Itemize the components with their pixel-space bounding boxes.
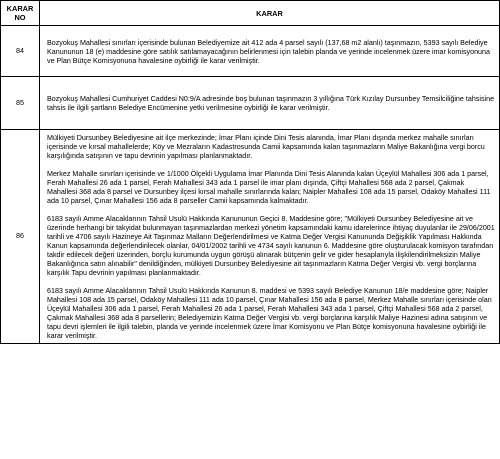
table-row [1,130,500,344]
karar-paragraph: Bozyokuş Mahallesi Cumhuriyet Caddesi N0:9/A adresinde boş bulunan taşınmazın 3 yıllığına Türk Kızılay Dursunbey Temsilciliğine tahsisine tahsis ile ilgili şartların Belediye Encümenine yetki verilmesine oybirliği ile karar verilmiştir. [47,95,495,112]
table-row [1,77,500,130]
karar-paragraph: Mülkiyeti Dursunbey Belediyesine ait ilçe merkezinde; İmar Planı içinde Dini Tesis alanında, İmar Planı dışında merkez mahalle sınırları içerisinde ve kırsal mahallelerde; Köy ve Mezraların Kadastrosunda Camii kapsamında kalan taşınmazların Maliye Bakanlığına vergi borcu karşılığında satışının ve tapu devrinin yapılması planlanmaktadır. [47,134,485,160]
karar-paragraph: 6183 sayılı Amme Alacaklarının Tahsil Usulü Hakkında Kanunun 8. maddesi ve 5393 sayılı Belediye Kanunun 18/e maddesine göre; Naipler Mahallesi 108 ada 15 parsel, Odaköy Mahallesi 111 ada 10 parsel, Çınar Mahallesi 156 ada 8 parsel, Merkez Mahalle sınırları içerisinde olan Üçeylül Mahallesi 306 ada 1 parsel, Ferah Mahallesi 26 ada 1 parsel, Ferah Mahallesi 343 ada 1 parsel, Çiftçi Mahallesi 568 ada 2 parsel, Çakmak Mahallesi 368 ada 8 parsellerin; Belediyemizin Katma Değer Vergisi vb. vergi borçlarına karşılık Maliye Hazinesi adına satışının ve tapu devri işlemleri ile ilgili talebin, planda ve yerinde incelenmek üzere İmar Komisyonu ve Plan Bütçe komisyonuna havalesine oybirliği ile karar verilmiştir. [47,287,492,340]
karar-no-cell: 84 [1,26,40,77]
karar-paragraph: Bozyokuş Mahallesi sınırları içerisinde bulunan Belediyemize ait 412 ada 4 parsel sayılı (137,68 m2 alanlı) taşınmazın, 5393 sayılı Belediye Kanununun 18 (e) maddesine göre satılık satılamayacağının belirlenmesi için talebin planda ve yerinde incelenmek üzere imar komisyonuna ve Plan Bütçe Komisyonuna havalesine oybirliği ile karar verilmiştir. [47,38,490,65]
header-karar-no: KARAR NO [1,1,40,26]
table-header-row [1,1,500,26]
karar-text-cell [40,26,500,77]
karar-text-cell [40,130,500,344]
karar-paragraph: 6183 sayılı Amme Alacaklarının Tahsil Usulü Hakkında Kanununun Geçici 8. Maddesine göre; "Mülkiyeti Dursunbey Belediyesine ait ve üzerinde herhangi bir takyidat bulunmayan taşınmazlardan merkezi yönetim kapsamındaki kamu idarelerince ihtiyaç duyulanlar ile 29/06/2001 tarihli ve 4706 sayılı Hazineye Ait Taşınmaz Malların Değerlendirilmesi ve Katma Değer Vergisi Kanununda Değişiklik Yapılması Hakkında Kanun kapsamında değerlendirilecek olanlar, 04/01/2002 tarihli ve 4734 sayılı kanunun 6. Maddesine göre oluşturulacak komisyon tarafından takdir edilecek değeri üzerinden, borçlu kurumunda uygun görüşü alınarak bütçenin gelir ve gider hesaplarıyla ilişkilendirilmeksizin Maliye Bakanlığınca satın alınabilir" denildiğinden, mülkiyeti Dursunbey Belediyesine ait taşınmazların Katma Değer Vergisi vb. vergi borçlarına karşılık Tapu devrinin yapılması planlanmaktadır. [47,215,495,277]
table-row [1,26,500,77]
karar-no-cell: 85 [1,77,40,130]
karar-paragraph: Merkez Mahalle sınırları içerisinde ve 1/1000 Ölçekli Uygulama İmar Planında Dini Tesis Alanında kalan Üçeylül Mahallesi 306 ada 1 parsel, Ferah Mahallesi 26 ada 1 parsel, Ferah Mahallesi 343 ada 1 parsel ile imar planı dışında, Çiftçi Mahallesi 568 ada 2 parsel, Çakmak Mahallesi 368 ada 8 parsel ve Dursunbey ilçesi kırsal mahalle sınırlarında kalan; Naipler Mahallesi 108 ada 15 parsel, Odaköy Mahallesi 111 ada 10 parsel, Çınar Mahallesi 156 ada 8 parseller Camii kapsamında kalmaktadır. [47,170,491,205]
header-karar: KARAR [40,1,500,26]
karar-no-cell: 86 [1,130,40,344]
karar-text-cell [40,77,500,130]
